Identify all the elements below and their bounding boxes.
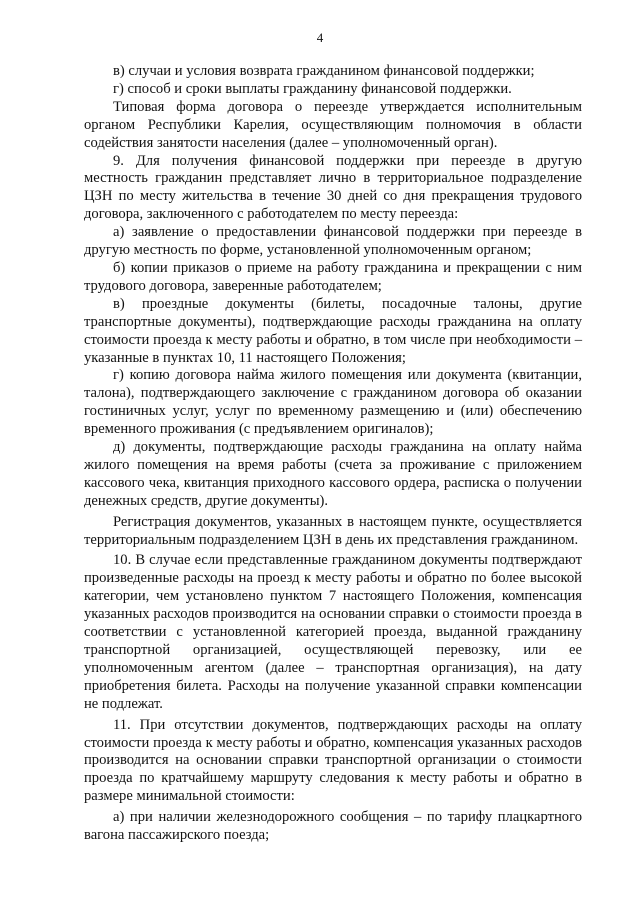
- document-body: [84, 63, 582, 845]
- paragraph-11a: а) при наличии железнодорожного сообщения – по тарифу плацкартного вагона пассажирского поезда;: [84, 809, 582, 844]
- page-number: 4: [316, 30, 324, 45]
- paragraph-8v: в) случаи и условия возврата гражданином финансовой поддержки;: [113, 63, 535, 79]
- paragraph-9a: а) заявление о предоставлении финансовой поддержки при переезде в другую местность по форме, установленной уполномоченным органом;: [84, 224, 582, 259]
- paragraph-9v: в) проездные документы (билеты, посадочные талоны, другие транспортные документы), подтверждающие расходы гражданина на оплату стоимости проезда к месту работы и обратно, в том числе при необходимости – указанные в пунктах 10, 11 настоящего Положения;: [84, 295, 582, 366]
- paragraph-typical-form: Типовая форма договора о переезде утверждается исполнительным органом Республики Карелия, осуществляющим полномочия в области содействия занятости населения (далее – уполномоченный орган).: [84, 98, 582, 151]
- paragraph-8g: г) способ и сроки выплаты гражданину финансовой поддержки.: [113, 80, 512, 97]
- paragraph-9d: д) документы, подтверждающие расходы гражданина на оплату найма жилого помещения на время работы (счета за проживание с приложением кассового чека, квитанция приходного кассового ордера, расписка о получении денежных средств, другие документы).: [84, 439, 582, 509]
- paragraph-9: 9. Для получения финансовой поддержки при переезде в другую местность гражданин представляет лично в территориальное подразделение ЦЗН по месту жительства в течение 30 дней со дня прекращения трудового договора, заключенного с работодателем по месту переезда:: [84, 152, 582, 223]
- paragraph-registration: Регистрация документов, указанных в настоящем пункте, осуществляется территориальным подразделением ЦЗН в день их представления гражданином.: [84, 513, 582, 548]
- paragraph-10: 10. В случае если представленные гражданином документы подтверждают произведенные расходы на проезд к месту работы и обратно по более высокой категории, чем установлено пунктом 7 настоящего Положения, компенсация указанных расходов производится на основании справки о стоимости проезда в соответствии с установленной категорией проезда, выданной гражданину транспортной организацией, осуществляющей перевозку, или ее уполномоченным агентом (далее – транспортная организация), на дату приобретения билета. Расходы на получение указанной справки компенсации не подлежат.: [84, 552, 582, 712]
- paragraph-11: 11. При отсутствии документов, подтверждающих расходы на оплату стоимости проезда к месту работы и обратно, компенсация указанных расходов производится на основании справки транспортной организации о стоимости проезда по кратчайшему маршруту следования к месту работы и обратно в размере минимальной стоимости:: [84, 716, 582, 805]
- paragraph-9b: б) копии приказов о приеме на работу гражданина и прекращении с ним трудового договора, заверенные работодателем;: [84, 259, 582, 294]
- paragraph-9g: г) копию договора найма жилого помещения или документа (квитанции, талона), подтверждающего заключение с гражданином договора об оказании гостиничных услуг, услуг по временному размещению и (или) обеспечению временного проживания (с предъявлением оригиналов);: [84, 367, 582, 438]
